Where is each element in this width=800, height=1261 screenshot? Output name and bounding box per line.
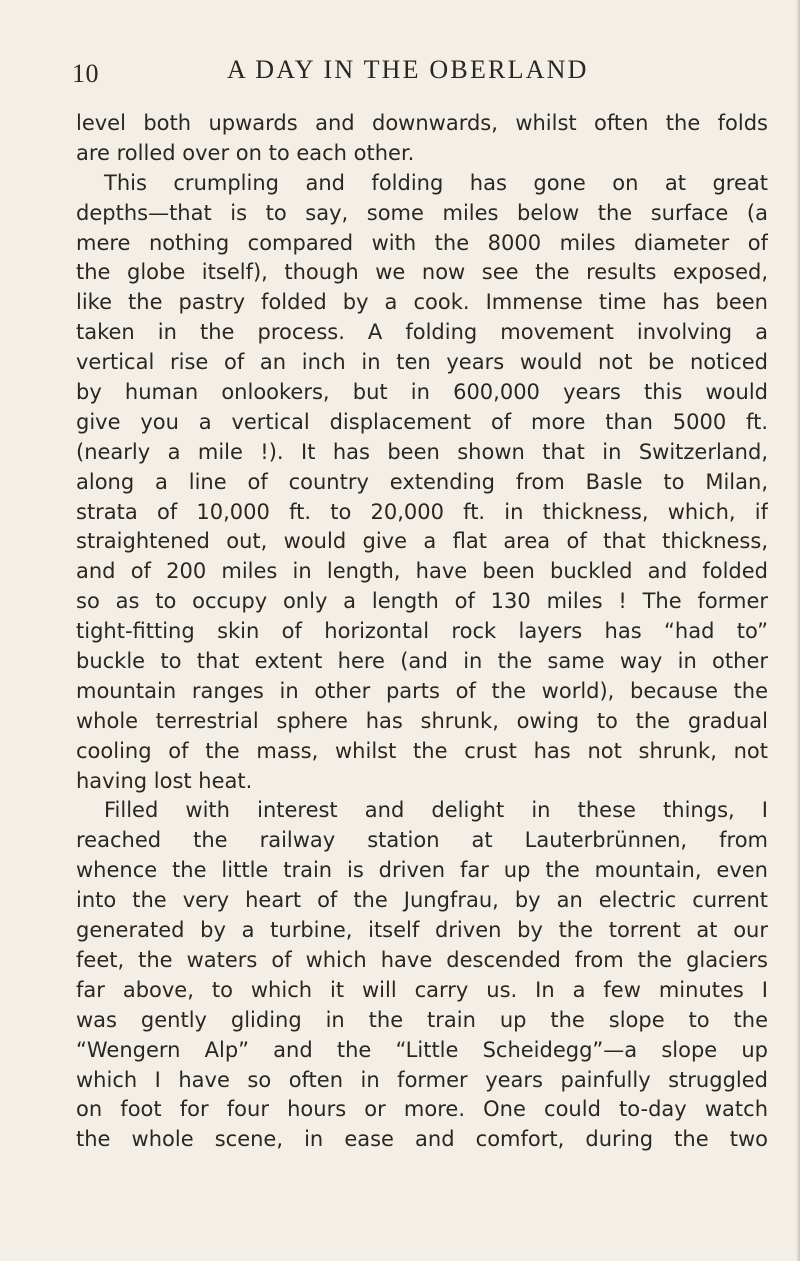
text-line: was gently gliding in the train up the slope to the: [76, 1007, 768, 1032]
text-line: generated by a turbine, itself driven by the torrent at our: [76, 918, 768, 943]
text-line: far above, to which it will carry us. In a few minutes I: [76, 977, 768, 1002]
text-line: into the very heart of the Jungfrau, by an electric current: [76, 888, 768, 913]
page-header: [72, 55, 760, 95]
text-line: like the pastry folded by a cook. Immense time has been: [76, 290, 768, 315]
text-line: on foot for four hours or more. One could to-day watch: [76, 1097, 768, 1122]
text-line: vertical rise of an inch in ten years would not be noticed: [76, 350, 768, 375]
page-edge-shadow: [796, 0, 800, 1261]
text-line: which I have so often in former years painfully struggled: [76, 1067, 768, 1092]
text-line: by human onlookers, but in 600,000 years this would: [76, 380, 768, 405]
text-line: so as to occupy only a length of 130 miles ! The former: [76, 589, 768, 614]
text-line: feet, the waters of which have descended from the glaciers: [76, 947, 768, 972]
text-line: reached the railway station at Lauterbrünnen, from: [76, 828, 768, 853]
running-title: A DAY IN THE OBERLAND: [227, 55, 589, 84]
text-line: tight-fitting skin of horizontal rock layers has “had to”: [76, 619, 768, 644]
text-line: the whole scene, in ease and comfort, during the two: [76, 1127, 768, 1152]
text-line: buckle to that extent here (and in the same way in other: [76, 649, 768, 674]
page-number: 10: [72, 59, 99, 88]
text-line: give you a vertical displacement of more than 5000 ft.: [76, 409, 768, 434]
text-line: Filled with interest and delight in these things, I: [104, 798, 768, 823]
body-text: [76, 109, 768, 1155]
text-line: straightened out, would give a flat area of that thickness,: [76, 529, 768, 554]
text-line: having lost heat.: [76, 768, 253, 793]
text-line: and of 200 miles in length, have been buckled and folded: [76, 559, 768, 584]
text-line: “Wengern Alp” and the “Little Scheidegg”—a slope up: [76, 1037, 768, 1062]
text-line: mountain ranges in other parts of the world), because the: [76, 678, 768, 703]
text-line: (nearly a mile !). It has been shown that in Switzerland,: [76, 439, 768, 464]
text-line: cooling of the mass, whilst the crust has not shrunk, not: [76, 738, 768, 763]
text-line: are rolled over on to each other.: [76, 140, 415, 165]
text-line: whence the little train is driven far up the mountain, even: [76, 858, 768, 883]
text-line: This crumpling and folding has gone on at great: [104, 170, 768, 195]
text-line: mere nothing compared with the 8000 miles diameter of: [76, 230, 768, 255]
text-line: level both upwards and downwards, whilst often the folds: [76, 111, 768, 135]
text-line: taken in the process. A folding movement involving a: [76, 320, 768, 345]
text-line: the globe itself), though we now see the results exposed,: [76, 260, 768, 285]
text-line: strata of 10,000 ft. to 20,000 ft. in thickness, which, if: [76, 499, 768, 524]
text-line: along a line of country extending from Basle to Milan,: [76, 469, 768, 494]
text-line: depths—that is to say, some miles below the surface (a: [76, 200, 768, 225]
text-line: whole terrestrial sphere has shrunk, owing to the gradual: [76, 708, 768, 733]
